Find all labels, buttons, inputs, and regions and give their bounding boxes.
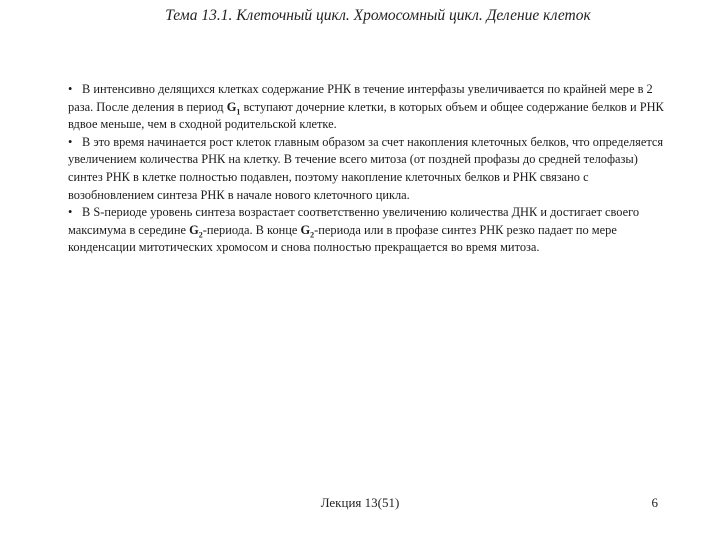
bullet-icon: • <box>68 82 73 96</box>
content-body <box>68 81 668 257</box>
g1-period-label: $G_1$ <box>226 99 241 117</box>
g2-period-label: $G_2$ <box>300 222 315 240</box>
paragraph-2 <box>68 134 668 204</box>
bullet-icon: • <box>68 134 73 149</box>
slide-title: Тема 13.1. Клеточный цикл. Хромосомный цикл. Деление клеток <box>165 7 591 24</box>
bullet-icon: • <box>68 205 73 220</box>
paragraph-1-text-b: вступают дочерние клетки, в которых объем и общее содержание белков и РНК вдвое меньше, чем в сходной родительской клетке. <box>68 99 664 132</box>
paragraph-1-text-a: В интенсивно делящихся клетках содержание РНК в течение интерфазы увеличивается по крайней мере в 2 раза. После деления в период <box>68 82 653 114</box>
paragraph-3-text-a: В S-периоде уровень синтеза возрастает соответственно увеличению количества ДНК и достигает своего максимума в середине <box>68 205 640 237</box>
paragraph-3-text-c: -периода или в профазе синтез РНК резко падает по мере конденсации митотических хромосом и снова полностью прекращается во время митоза. <box>68 222 617 255</box>
paragraph-1 <box>68 81 668 134</box>
g2-period-label: $G_2$ <box>189 222 203 240</box>
paragraph-2-text: В это время начинается рост клеток главным образом за счет накопления клеточных белков, что определяется увеличением количества РНК на клетку. В течение всего митоза (от поздней профазы до средней телофазы) синтез РНК в клетке полностью подавлен, поэтому накопление клеточных белков и РНК связано с возобновлением синтеза РНК в начале нового клеточного цикла. <box>68 134 664 202</box>
footer-lecture: Лекция 13(51) <box>320 495 400 510</box>
paragraph-3-text-b: -периода. В конце <box>202 222 301 237</box>
paragraph-3 <box>68 204 668 257</box>
page-number: 6 <box>651 495 658 510</box>
